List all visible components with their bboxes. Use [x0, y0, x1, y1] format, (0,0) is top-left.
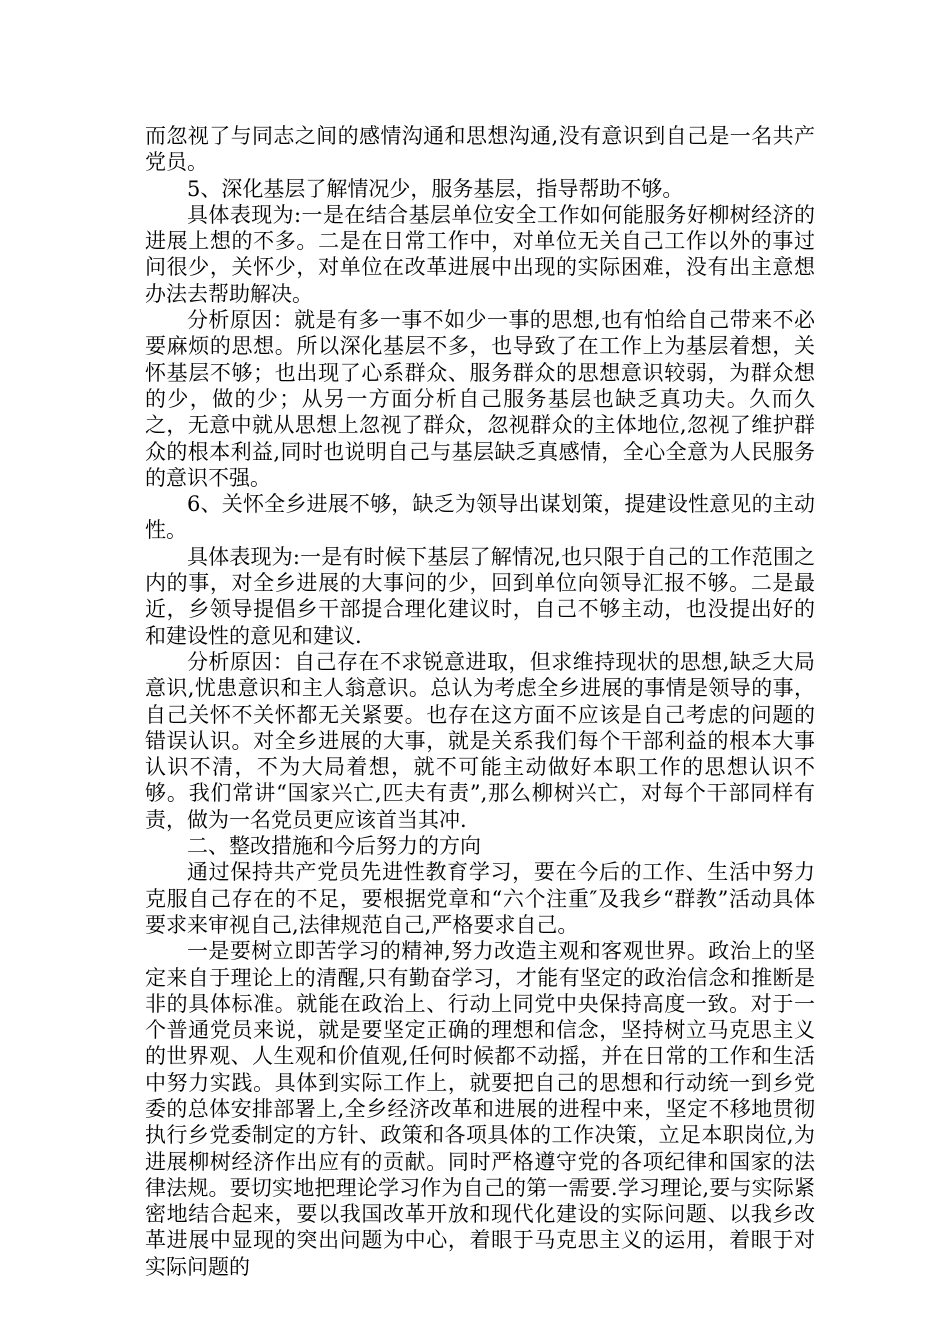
paragraph-rectification-intro: 通过保持共产党员先进性教育学习，要在今后的工作、生活中努力克服自己存在的不足，要根据党章和“六个注重″及我乡“群教”活动具体要求来审视自己,法律规范自己,严格要求自己。: [145, 860, 815, 937]
paragraph-heading-6: 6、关怀全乡进展不够，缺乏为领导出谋划策，提建设性意见的主动性。: [145, 492, 815, 543]
paragraph-analysis-5: 分析原因：就是有多一事不如少一事的思想,也有怕给自己带来不必要麻烦的思想。所以深化基层不多，也导致了在工作上为基层着想，关怀基层不够；也出现了心系群众、服务群众的思想意识较弱，为群众想的少，做的少；从另一方面分析自己服务基层也缺乏真功夫。久而久之，无意中就从思想上忽视了群众，忽视群众的主体地位,忽视了维护群众的根本利益,同时也说明自己与基层缺乏真感情，全心全意为人民服务的意识不强。: [145, 308, 815, 490]
paragraph-performance-6: 具体表现为:一是有时候下基层了解情况,也只限于自己的工作范围之内的事，对全乡进展的大事问的少，回到单位向领导汇报不够。二是最近，乡领导提倡乡干部提合理化建议时，自己不够主动，也没提出好的和建设性的意见和建议.: [145, 544, 815, 648]
document-page: [145, 123, 815, 1280]
paragraph-analysis-6: 分析原因：自己存在不求锐意进取，但求维持现状的思想,缺乏大局意识,忧患意识和主人翁意识。总认为考虑全乡进展的事情是领导的事，自己关怀不关怀都无关紧要。也存在这方面不应该是自己考虑的问题的错误认识。对全乡进展的大事，就是关系我们每个干部利益的根本大事认识不清，不为大局着想，就不可能主动做好本职工作的思想认识不够。我们常讲“国家兴亡,匹夫有责”,那么柳树兴亡，对每个干部同样有责，做为一名党员更应该首当其冲.: [145, 649, 815, 832]
section-heading-rectification: 二、整改措施和今后努力的方向: [187, 834, 481, 859]
paragraph-heading-5: 5、深化基层了解情况少，服务基层，指导帮助不够。: [187, 176, 684, 201]
paragraph-measure-1: 一是要树立即苦学习的精神,努力改造主观和客观世界。政治上的坚定来自于理论上的清醒,只有勤奋学习，才能有坚定的政治信念和推断是非的具体标准。就能在政治上、行动上同党中央保持高度一致。对于一个普通党员来说，就是要坚定正确的理想和信念，坚持树立马克思主义的世界观、人生观和价值观,任何时候都不动摇，并在日常的工作和生活中努力实践。具体到实际工作上，就要把自己的思想和行动统一到乡党委的总体安排部署上,全乡经济改革和进展的进程中来，坚定不移地贯彻执行乡党委制定的方针、政策和各项具体的工作决策，立足本职岗位,为进展柳树经济作出应有的贡献。同时严格遵守党的各项纪律和国家的法律法规。要切实地把理论学习作为自己的第一需要.学习理论,要与实际紧密地结合起来，要以我国改革开放和现代化建设的实际问题、以我乡改革进展中显现的突出问题为中心，着眼于马克思主义的运用，着眼于对实际问题的: [145, 939, 815, 1279]
paragraph-continued: 而忽视了与同志之间的感情沟通和思想沟通,没有意识到自己是一名共产党员。: [145, 124, 815, 175]
paragraph-performance-5: 具体表现为:一是在结合基层单位安全工作如何能服务好柳树经济的进展上想的不多。二是在日常工作中，对单位无关自己工作以外的事过问很少，关怀少，对单位在改革进展中出现的实际困难，没有出主意想办法去帮助解决。: [145, 202, 815, 306]
